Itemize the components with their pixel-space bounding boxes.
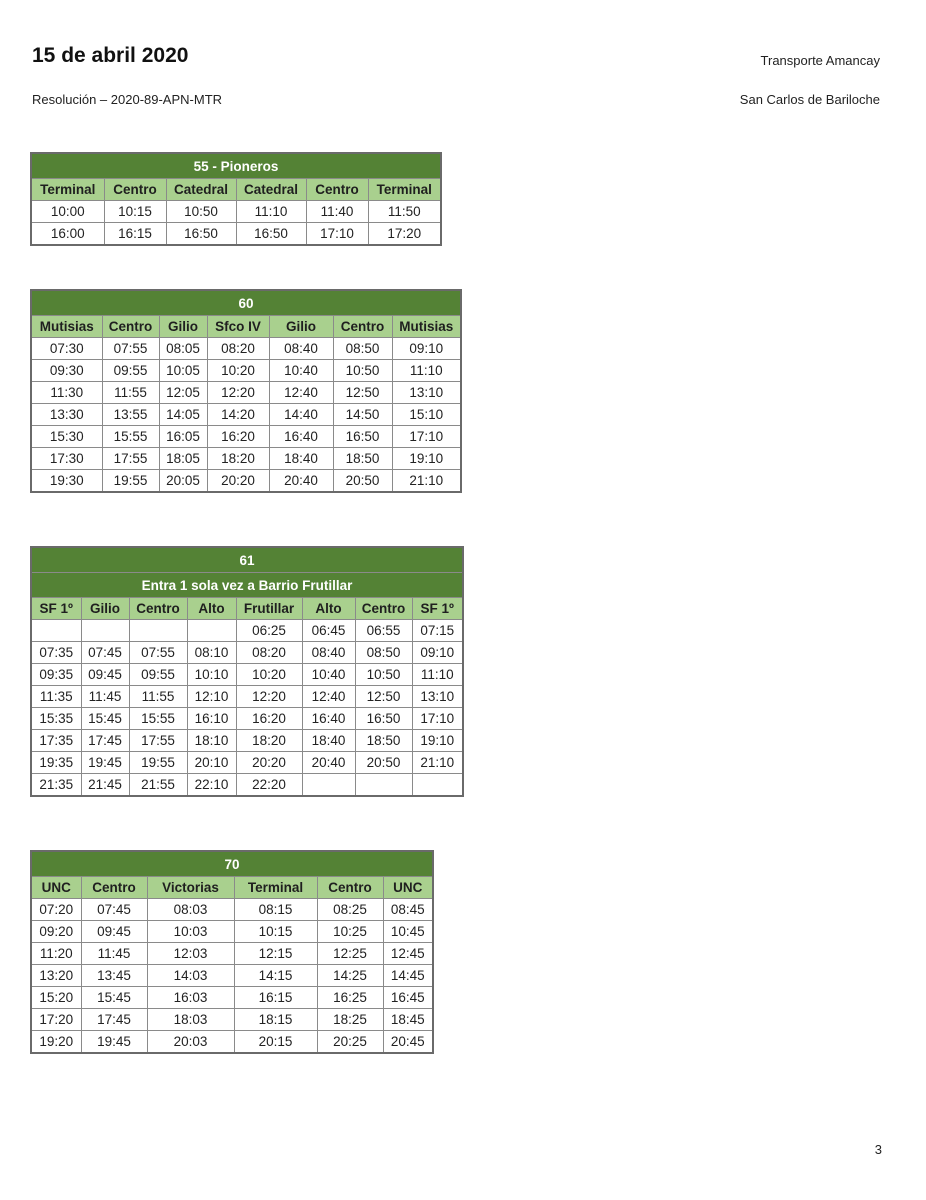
- column-header-stop: UNC: [31, 877, 81, 899]
- departure-time-cell: 07:55: [129, 642, 187, 664]
- departure-time-cell: 08:50: [333, 338, 392, 360]
- departure-time-cell: 09:55: [102, 360, 159, 382]
- departure-time-cell: 06:45: [302, 620, 355, 642]
- departure-time-cell: 12:25: [317, 943, 383, 965]
- departure-time-cell: 17:30: [31, 448, 102, 470]
- schedule-row: [31, 664, 463, 686]
- departure-time-cell: 11:45: [81, 943, 147, 965]
- schedule-row: [31, 774, 463, 797]
- departure-time-cell: 16:50: [236, 223, 306, 246]
- departure-time-cell: 16:45: [383, 987, 433, 1009]
- departure-time-cell: 11:30: [31, 382, 102, 404]
- departure-time-cell: 13:55: [102, 404, 159, 426]
- departure-time-cell: 21:35: [31, 774, 81, 797]
- departure-time-cell: 17:35: [31, 730, 81, 752]
- departure-time-cell: 12:50: [355, 686, 412, 708]
- departure-time-cell: 17:55: [102, 448, 159, 470]
- route-title: 60: [31, 290, 461, 316]
- departure-time-cell: 09:55: [129, 664, 187, 686]
- departure-time-cell: 20:40: [269, 470, 333, 493]
- departure-time-cell: 13:30: [31, 404, 102, 426]
- departure-time-cell: 09:30: [31, 360, 102, 382]
- schedule-row: [31, 642, 463, 664]
- departure-time-cell: 18:05: [159, 448, 207, 470]
- departure-time-cell: 12:45: [383, 943, 433, 965]
- route-title: 55 - Pioneros: [31, 153, 441, 179]
- departure-time-cell: 07:20: [31, 899, 81, 921]
- departure-time-cell: 21:45: [81, 774, 129, 797]
- departure-time-cell: 18:10: [187, 730, 236, 752]
- departure-time-cell: 16:25: [317, 987, 383, 1009]
- departure-time-cell: [187, 620, 236, 642]
- departure-time-cell: 20:45: [383, 1031, 433, 1054]
- departure-time-cell: 17:45: [81, 730, 129, 752]
- departure-time-cell: 13:10: [392, 382, 461, 404]
- departure-time-cell: 16:20: [207, 426, 269, 448]
- departure-time-cell: 12:40: [302, 686, 355, 708]
- schedule-row: [31, 470, 461, 493]
- column-header-stop: SF 1º: [31, 598, 81, 620]
- departure-time-cell: 14:03: [147, 965, 234, 987]
- departure-time-cell: 20:40: [302, 752, 355, 774]
- departure-time-cell: 10:50: [166, 201, 236, 223]
- schedule-row: [31, 382, 461, 404]
- departure-time-cell: 19:55: [102, 470, 159, 493]
- departure-time-cell: 16:50: [333, 426, 392, 448]
- route-subtitle: Entra 1 sola vez a Barrio Frutillar: [31, 573, 463, 598]
- column-header-stop: Catedral: [236, 179, 306, 201]
- departure-time-cell: 20:20: [236, 752, 302, 774]
- resolution-number: Resolución – 2020-89-APN-MTR: [32, 92, 223, 107]
- schedule-row: [31, 1031, 433, 1054]
- departure-time-cell: 11:10: [412, 664, 463, 686]
- departure-time-cell: 17:20: [31, 1009, 81, 1031]
- departure-time-cell: 16:05: [159, 426, 207, 448]
- departure-time-cell: 20:10: [187, 752, 236, 774]
- departure-time-cell: 21:10: [412, 752, 463, 774]
- schedule-row: [31, 223, 441, 246]
- departure-time-cell: 18:03: [147, 1009, 234, 1031]
- departure-time-cell: 11:35: [31, 686, 81, 708]
- departure-time-cell: 07:55: [102, 338, 159, 360]
- schedule-row: [31, 338, 461, 360]
- departure-time-cell: 11:55: [102, 382, 159, 404]
- departure-time-cell: 11:45: [81, 686, 129, 708]
- departure-time-cell: 11:50: [368, 201, 441, 223]
- departure-time-cell: 17:10: [412, 708, 463, 730]
- schedule-row: [31, 708, 463, 730]
- departure-time-cell: 07:45: [81, 642, 129, 664]
- departure-time-cell: 18:15: [234, 1009, 317, 1031]
- departure-time-cell: 16:00: [31, 223, 104, 246]
- schedule-table-70: [30, 850, 434, 1054]
- departure-time-cell: 16:50: [355, 708, 412, 730]
- column-header-stop: Alto: [302, 598, 355, 620]
- column-header-row: [31, 179, 441, 201]
- departure-time-cell: 18:50: [355, 730, 412, 752]
- departure-time-cell: [129, 620, 187, 642]
- departure-time-cell: 09:35: [31, 664, 81, 686]
- departure-time-cell: 15:30: [31, 426, 102, 448]
- schedule-table-60: [30, 289, 462, 493]
- departure-time-cell: 09:10: [412, 642, 463, 664]
- departure-time-cell: 11:55: [129, 686, 187, 708]
- departure-time-cell: 16:15: [234, 987, 317, 1009]
- departure-time-cell: 17:20: [368, 223, 441, 246]
- column-header-stop: Catedral: [166, 179, 236, 201]
- departure-time-cell: 19:20: [31, 1031, 81, 1054]
- departure-time-cell: 17:10: [306, 223, 368, 246]
- departure-time-cell: 19:45: [81, 1031, 147, 1054]
- departure-time-cell: 14:20: [207, 404, 269, 426]
- departure-time-cell: 12:40: [269, 382, 333, 404]
- column-header-stop: Victorias: [147, 877, 234, 899]
- departure-time-cell: 06:25: [236, 620, 302, 642]
- schedule-row: [31, 426, 461, 448]
- departure-time-cell: 13:45: [81, 965, 147, 987]
- departure-time-cell: 20:03: [147, 1031, 234, 1054]
- departure-time-cell: 10:40: [302, 664, 355, 686]
- column-header-stop: Mutisias: [392, 316, 461, 338]
- document-date-title: 15 de abril 2020: [32, 44, 189, 67]
- departure-time-cell: 22:10: [187, 774, 236, 797]
- departure-time-cell: 16:15: [104, 223, 166, 246]
- departure-time-cell: 07:45: [81, 899, 147, 921]
- departure-time-cell: 08:45: [383, 899, 433, 921]
- column-header-row: [31, 316, 461, 338]
- route-title: 70: [31, 851, 433, 877]
- column-header-row: [31, 877, 433, 899]
- departure-time-cell: 08:20: [236, 642, 302, 664]
- schedule-row: [31, 921, 433, 943]
- departure-time-cell: 19:10: [392, 448, 461, 470]
- departure-time-cell: 20:15: [234, 1031, 317, 1054]
- departure-time-cell: 12:03: [147, 943, 234, 965]
- departure-time-cell: 07:15: [412, 620, 463, 642]
- departure-time-cell: 22:20: [236, 774, 302, 797]
- departure-time-cell: 11:20: [31, 943, 81, 965]
- departure-time-cell: 15:55: [129, 708, 187, 730]
- departure-time-cell: 09:20: [31, 921, 81, 943]
- departure-time-cell: 16:40: [302, 708, 355, 730]
- departure-time-cell: 17:45: [81, 1009, 147, 1031]
- column-header-stop: Terminal: [368, 179, 441, 201]
- departure-time-cell: 15:35: [31, 708, 81, 730]
- city-name: San Carlos de Bariloche: [739, 92, 880, 107]
- departure-time-cell: [31, 620, 81, 642]
- schedule-row: [31, 987, 433, 1009]
- column-header-stop: Terminal: [234, 877, 317, 899]
- departure-time-cell: 20:20: [207, 470, 269, 493]
- schedule-row: [31, 360, 461, 382]
- column-header-stop: Terminal: [31, 179, 104, 201]
- departure-time-cell: 06:55: [355, 620, 412, 642]
- schedule-row: [31, 404, 461, 426]
- departure-time-cell: 11:10: [236, 201, 306, 223]
- departure-time-cell: 07:30: [31, 338, 102, 360]
- column-header-stop: Centro: [306, 179, 368, 201]
- departure-time-cell: 15:45: [81, 987, 147, 1009]
- schedule-row: [31, 899, 433, 921]
- departure-time-cell: 08:03: [147, 899, 234, 921]
- schedule-row: [31, 201, 441, 223]
- schedule-table-61: [30, 546, 464, 797]
- departure-time-cell: [81, 620, 129, 642]
- departure-time-cell: 16:10: [187, 708, 236, 730]
- departure-time-cell: 10:03: [147, 921, 234, 943]
- schedule-row: [31, 620, 463, 642]
- departure-time-cell: 19:55: [129, 752, 187, 774]
- departure-time-cell: 15:20: [31, 987, 81, 1009]
- departure-time-cell: 09:10: [392, 338, 461, 360]
- departure-time-cell: 19:30: [31, 470, 102, 493]
- departure-time-cell: 14:50: [333, 404, 392, 426]
- column-header-stop: Gilio: [159, 316, 207, 338]
- departure-time-cell: 19:10: [412, 730, 463, 752]
- column-header-stop: UNC: [383, 877, 433, 899]
- departure-time-cell: 07:35: [31, 642, 81, 664]
- column-header-stop: Gilio: [269, 316, 333, 338]
- departure-time-cell: 20:50: [355, 752, 412, 774]
- departure-time-cell: 08:40: [302, 642, 355, 664]
- departure-time-cell: 10:20: [207, 360, 269, 382]
- departure-time-cell: 10:50: [355, 664, 412, 686]
- departure-time-cell: [355, 774, 412, 797]
- column-header-stop: Alto: [187, 598, 236, 620]
- departure-time-cell: 12:05: [159, 382, 207, 404]
- column-header-stop: Sfco IV: [207, 316, 269, 338]
- departure-time-cell: 08:05: [159, 338, 207, 360]
- schedule-row: [31, 448, 461, 470]
- departure-time-cell: 10:45: [383, 921, 433, 943]
- departure-time-cell: 10:15: [104, 201, 166, 223]
- departure-time-cell: 18:45: [383, 1009, 433, 1031]
- column-header-stop: Centro: [317, 877, 383, 899]
- departure-time-cell: 14:15: [234, 965, 317, 987]
- schedule-row: [31, 730, 463, 752]
- departure-time-cell: 18:50: [333, 448, 392, 470]
- departure-time-cell: 10:25: [317, 921, 383, 943]
- departure-time-cell: 11:10: [392, 360, 461, 382]
- departure-time-cell: 10:00: [31, 201, 104, 223]
- departure-time-cell: 10:15: [234, 921, 317, 943]
- column-header-stop: Gilio: [81, 598, 129, 620]
- departure-time-cell: 18:20: [236, 730, 302, 752]
- departure-time-cell: 12:50: [333, 382, 392, 404]
- departure-time-cell: 08:50: [355, 642, 412, 664]
- departure-time-cell: [302, 774, 355, 797]
- departure-time-cell: 08:15: [234, 899, 317, 921]
- departure-time-cell: 08:40: [269, 338, 333, 360]
- departure-time-cell: 21:10: [392, 470, 461, 493]
- departure-time-cell: 18:40: [302, 730, 355, 752]
- departure-time-cell: 14:45: [383, 965, 433, 987]
- departure-time-cell: 19:45: [81, 752, 129, 774]
- departure-time-cell: 16:20: [236, 708, 302, 730]
- column-header-stop: Centro: [333, 316, 392, 338]
- departure-time-cell: 12:15: [234, 943, 317, 965]
- page-number: 3: [874, 1142, 882, 1157]
- departure-time-cell: 16:40: [269, 426, 333, 448]
- departure-time-cell: 15:55: [102, 426, 159, 448]
- schedule-row: [31, 943, 433, 965]
- departure-time-cell: 19:35: [31, 752, 81, 774]
- column-header-stop: Centro: [104, 179, 166, 201]
- departure-time-cell: 15:45: [81, 708, 129, 730]
- departure-time-cell: 10:05: [159, 360, 207, 382]
- departure-time-cell: 08:25: [317, 899, 383, 921]
- departure-time-cell: 16:03: [147, 987, 234, 1009]
- column-header-stop: SF 1º: [412, 598, 463, 620]
- column-header-stop: Centro: [81, 877, 147, 899]
- departure-time-cell: 12:10: [187, 686, 236, 708]
- departure-time-cell: 14:25: [317, 965, 383, 987]
- column-header-stop: Centro: [355, 598, 412, 620]
- departure-time-cell: 18:25: [317, 1009, 383, 1031]
- column-header-stop: Frutillar: [236, 598, 302, 620]
- departure-time-cell: 13:10: [412, 686, 463, 708]
- departure-time-cell: 12:20: [236, 686, 302, 708]
- departure-time-cell: 17:10: [392, 426, 461, 448]
- departure-time-cell: 10:20: [236, 664, 302, 686]
- column-header-stop: Centro: [129, 598, 187, 620]
- departure-time-cell: 15:10: [392, 404, 461, 426]
- schedule-row: [31, 686, 463, 708]
- departure-time-cell: 10:10: [187, 664, 236, 686]
- departure-time-cell: 09:45: [81, 664, 129, 686]
- departure-time-cell: 18:40: [269, 448, 333, 470]
- departure-time-cell: 21:55: [129, 774, 187, 797]
- schedule-row: [31, 752, 463, 774]
- route-title: 61: [31, 547, 463, 573]
- departure-time-cell: 20:50: [333, 470, 392, 493]
- departure-time-cell: 08:20: [207, 338, 269, 360]
- departure-time-cell: 14:40: [269, 404, 333, 426]
- departure-time-cell: 20:25: [317, 1031, 383, 1054]
- company-name: Transporte Amancay: [760, 53, 880, 68]
- schedule-row: [31, 1009, 433, 1031]
- departure-time-cell: 09:45: [81, 921, 147, 943]
- schedule-row: [31, 965, 433, 987]
- departure-time-cell: 20:05: [159, 470, 207, 493]
- departure-time-cell: 10:40: [269, 360, 333, 382]
- departure-time-cell: 11:40: [306, 201, 368, 223]
- departure-time-cell: [412, 774, 463, 797]
- departure-time-cell: 10:50: [333, 360, 392, 382]
- departure-time-cell: 08:10: [187, 642, 236, 664]
- departure-time-cell: 16:50: [166, 223, 236, 246]
- departure-time-cell: 14:05: [159, 404, 207, 426]
- departure-time-cell: 13:20: [31, 965, 81, 987]
- departure-time-cell: 18:20: [207, 448, 269, 470]
- departure-time-cell: 17:55: [129, 730, 187, 752]
- schedule-table-55: [30, 152, 442, 246]
- column-header-stop: Mutisias: [31, 316, 102, 338]
- column-header-row: [31, 598, 463, 620]
- column-header-stop: Centro: [102, 316, 159, 338]
- departure-time-cell: 12:20: [207, 382, 269, 404]
